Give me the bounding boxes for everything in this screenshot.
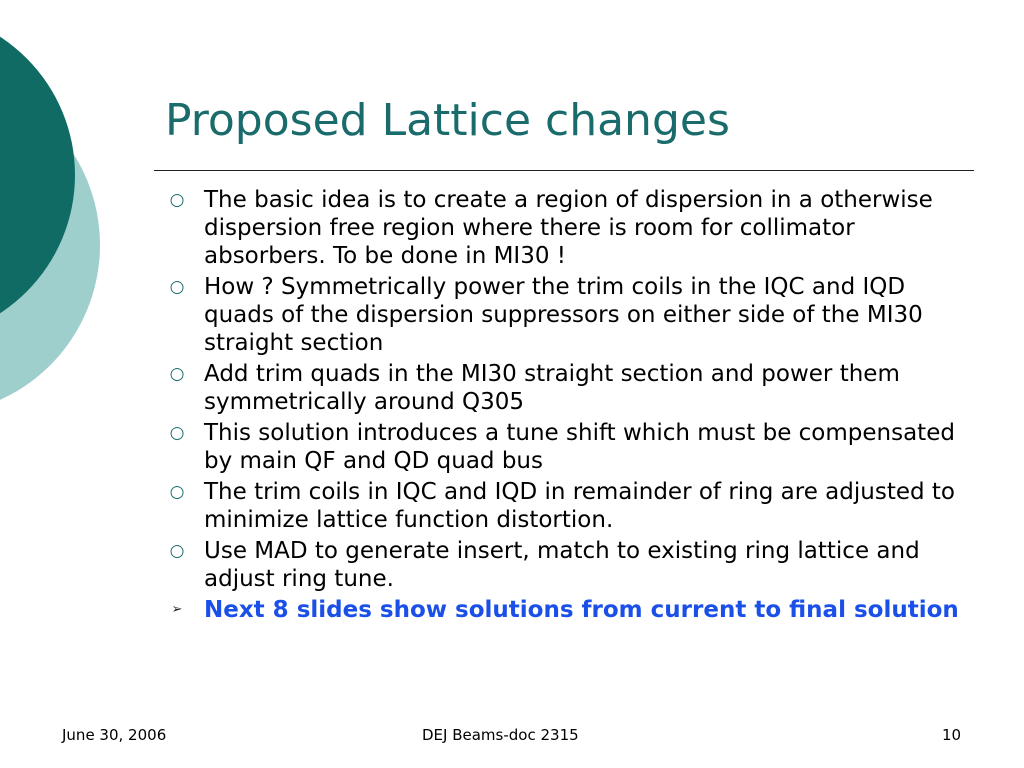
- decorative-circles: [0, 0, 110, 420]
- footer-page-number: 10: [942, 726, 962, 744]
- circle-bullet-icon: ○: [169, 190, 185, 210]
- slide-title: Proposed Lattice changes: [165, 95, 730, 146]
- title-divider: [154, 170, 974, 171]
- bullet-item-highlight: [162, 596, 962, 624]
- bullet-text: This solution introduces a tune shift which must be compensated by main QF and QD quad bus: [204, 420, 955, 474]
- arrow-bullet-icon: ➢: [171, 602, 183, 617]
- bullet-item: [162, 419, 962, 475]
- circle-bullet-icon: ○: [169, 541, 185, 561]
- bullet-list: [162, 186, 962, 627]
- bullet-item: [162, 478, 962, 534]
- bullet-item: [162, 360, 962, 416]
- circle-bullet-icon: ○: [169, 482, 185, 502]
- bullet-item: [162, 537, 962, 593]
- bullet-text-highlight: Next 8 slides show solutions from current to final solution: [204, 597, 959, 623]
- bullet-text: Use MAD to generate insert, match to existing ring lattice and adjust ring tune.: [204, 538, 920, 592]
- footer-date: June 30, 2006: [62, 726, 167, 744]
- bullet-text: How ? Symmetrically power the trim coils in the IQC and IQD quads of the dispersion suppressors on either side of the MI30 straight section: [204, 274, 923, 356]
- circle-bullet-icon: ○: [169, 277, 185, 297]
- bullet-text: The basic idea is to create a region of dispersion in a otherwise dispersion free region where there is room for collimator absorbers. To be done in MI30 !: [204, 187, 933, 269]
- bullet-text: The trim coils in IQC and IQD in remainder of ring are adjusted to minimize lattice function distortion.: [204, 479, 955, 533]
- footer-document-id: DEJ Beams-doc 2315: [422, 726, 579, 744]
- circle-bullet-icon: ○: [169, 364, 185, 384]
- bullet-item: [162, 186, 962, 270]
- bullet-item: [162, 273, 962, 357]
- circle-bullet-icon: ○: [169, 423, 185, 443]
- bullet-text: Add trim quads in the MI30 straight section and power them symmetrically around Q305: [204, 361, 900, 415]
